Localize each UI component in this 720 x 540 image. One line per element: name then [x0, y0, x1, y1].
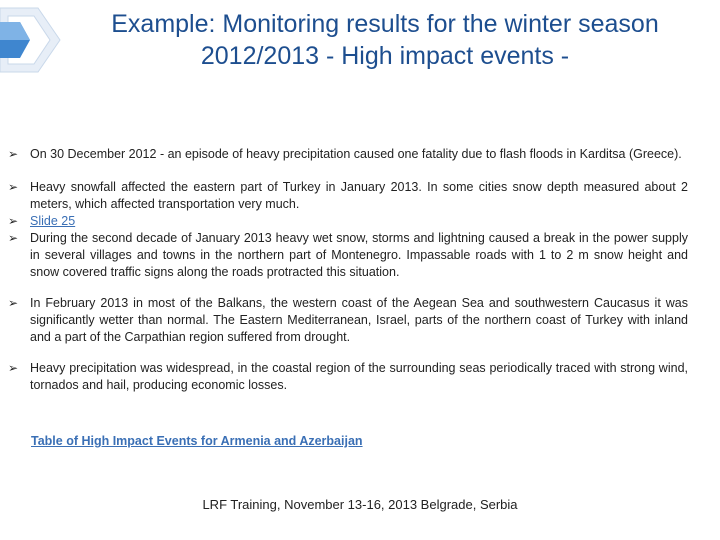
bullet-arrow-icon: ➢	[8, 361, 19, 375]
slide-25-link[interactable]: Slide 25	[30, 214, 76, 228]
bullet-arrow-icon: ➢	[8, 147, 19, 161]
slide-title-line-2: 2012/2013 - High impact events -	[200, 42, 570, 70]
bullet-item	[8, 179, 688, 213]
bullet-item	[8, 230, 688, 281]
bullet-item	[8, 146, 688, 163]
slide-title	[60, 8, 710, 72]
bullet-item[interactable]	[8, 213, 688, 230]
bullet-text: Heavy snowfall affected the eastern part of Turkey in January 2013. In some cities snow depth measured about 2 meters, which affected transportation very much.	[30, 180, 688, 211]
bullet-text: On 30 December 2012 - an episode of heavy precipitation caused one fatality due to flash floods in Karditsa (Greece).	[30, 147, 682, 161]
slide-footer: LRF Training, November 13-16, 2013 Belgrade, Serbia	[202, 497, 518, 512]
bullet-text: During the second decade of January 2013 heavy wet snow, storms and lightning caused a break in the power supply in several villages and towns in the northern part of Montenegro. Impassable roads with 1 to 2 m snow height and snow covered traffic signs along the roads protracted this situation.	[30, 231, 688, 279]
bullet-text: In February 2013 in most of the Balkans, the western coast of the Aegean Sea and southwestern Caucasus it was significantly wetter than normal. The Eastern Mediterranean, Israel, parts of the northern coast of Turkey with inland and a part of the Carpathian region suffered from drought.	[30, 296, 688, 344]
table-high-impact-events-link[interactable]: Table of High Impact Events for Armenia and Azerbaijan	[31, 434, 363, 448]
bullet-arrow-icon: ➢	[8, 296, 19, 310]
bullet-arrow-icon: ➢	[8, 231, 19, 245]
bullet-text: Heavy precipitation was widespread, in the coastal region of the surrounding seas periodically traced with strong wind, tornados and hail, producing economic losses.	[30, 361, 688, 392]
slide-title-line-1: Example: Monitoring results for the winter season	[111, 10, 659, 38]
bullet-arrow-icon: ➢	[8, 214, 19, 228]
bullet-item	[8, 295, 688, 346]
bullet-list	[8, 146, 688, 394]
bullet-item	[8, 360, 688, 394]
bullet-arrow-icon: ➢	[8, 180, 19, 194]
